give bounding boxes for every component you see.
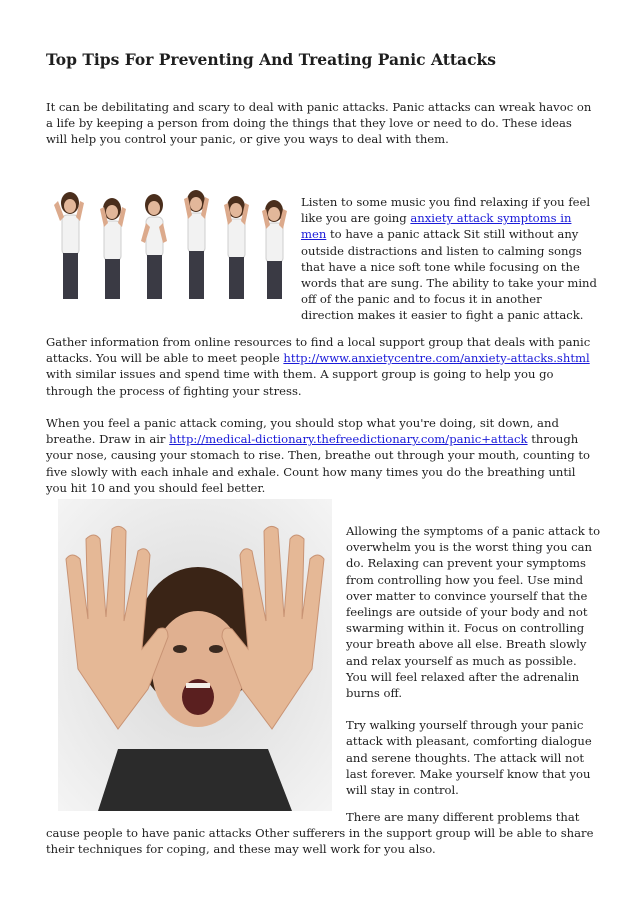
support-text-before: Gather information from online resources to find a local support group that deals with panic attacks. You will be able to meet people (46, 335, 591, 366)
breathing-paragraph (46, 415, 594, 496)
medical-dictionary-link[interactable]: http://medical-dictionary.thefreedictionary.com/panic+attack (169, 432, 528, 447)
problems-paragraph: There are many different problems that cause people to have panic attacks Other sufferers in the support group will be able to share their techniques for coping, and these may well work for you also. (46, 810, 594, 857)
allowing-paragraph: Allowing the symptoms of a panic attack to overwhelm you is the worst thing you can do. Relaxing can prevent your symptoms from controlling how you feel. Use mind over matter to convince yourself that the feelings are outside of your body and not swarming within it. Focus on controlling your breath above all else. Breath slowly and relax yourself as much as possible. You will feel relaxed after the adrenalin burns off. (346, 524, 601, 701)
page-title: Top Tips For Preventing And Treating Panic Attacks (46, 50, 496, 69)
anxietycentre-link[interactable]: http://www.anxietycentre.com/anxiety-attacks.shtml (283, 351, 590, 366)
walking-paragraph: Try walking yourself through your panic attack with pleasant, comforting dialogue and serene thoughts. The attack will not last forever. Make yourself know that you will stay in control. (346, 718, 592, 798)
support-text-after: with similar issues and spend time with them. A support group is going to help you go through the process of fighting your stress. (46, 367, 554, 398)
music-paragraph (301, 194, 597, 324)
right-column-text (346, 523, 601, 814)
music-text-before: Listen to some music you find relaxing if you feel like you are going (301, 195, 591, 226)
intro-paragraph: It can be debilitating and scary to deal with panic attacks. Panic attacks can wreak havoc on a life by keeping a person from doing the things that they love or need to do. These ideas will help you control your panic, or give you ways to deal with them. (46, 100, 592, 147)
six-women-panic-poses-photo (46, 181, 292, 301)
screaming-woman-hands-raised-photo (58, 499, 332, 811)
breathe-text-before: When you feel a panic attack coming, you should stop what you're doing, sit down, and breathe. Draw in air (46, 416, 559, 447)
support-group-paragraph (46, 334, 594, 399)
music-text-after: to have a panic attack Sit still without any outside distractions and listen to calming songs that have a nice soft tone while focusing on the words that are sung. The ability to take your mind off of the panic and to focus it in another direction makes it easier to fight a panic attack. (301, 227, 597, 323)
anxiety-symptoms-link[interactable]: anxiety attack symptoms in men (301, 211, 572, 242)
breathe-text-after: through your nose, causing your stomach to rise. Then, breathe out through your mouth, counting to five slowly with each inhale and exhale. Count how many times you do the breathing until you hit 10 and you should feel better. (46, 432, 591, 495)
